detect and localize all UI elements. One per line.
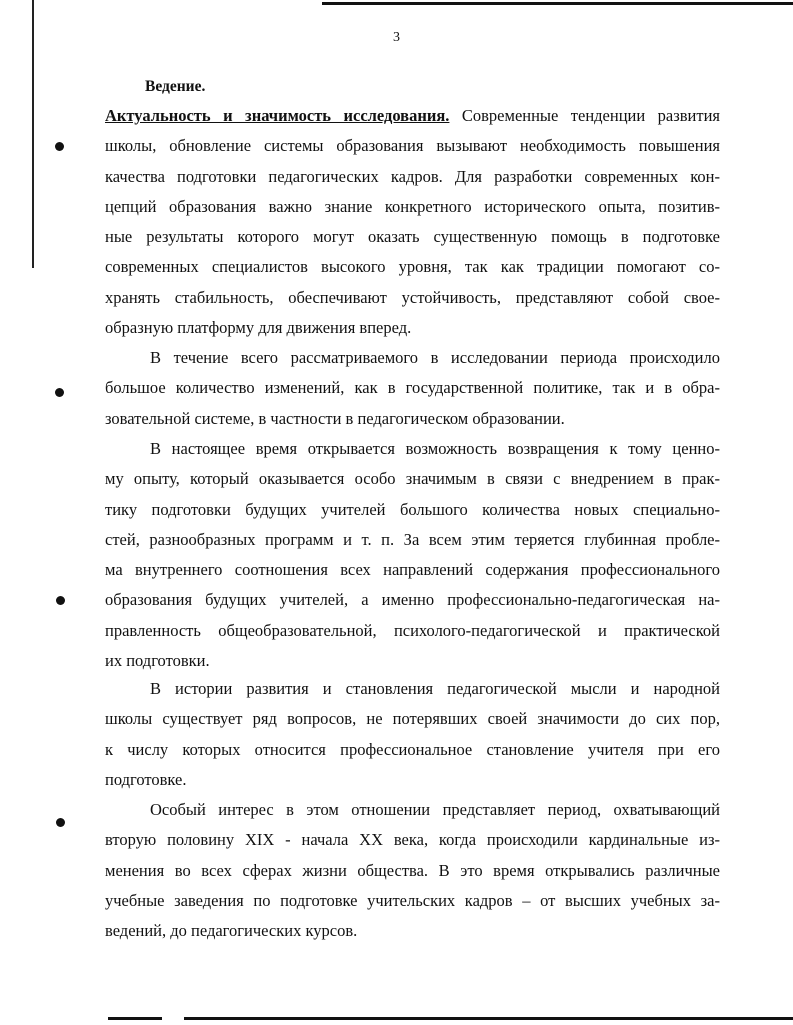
text-line: В истории развития и становления педагогической мысли и народной — [150, 679, 720, 698]
paragraph-current-time — [105, 434, 720, 676]
text-line: учебные заведения по подготовке учительских кадров – от высших учебных за- — [105, 890, 720, 910]
text-line: школы, обновление системы образования вызывают необходимость повышения — [105, 136, 720, 156]
binding-hole-mark — [55, 142, 64, 151]
paragraph-relevance — [105, 101, 720, 343]
scan-border-bottom — [108, 1017, 793, 1020]
text-line: ма внутреннего соотношения всех направлений содержания профессионального — [105, 560, 720, 580]
binding-hole-mark — [56, 818, 65, 827]
text-line: к числу которых относится профессиональное становление учителя при его — [105, 739, 720, 759]
scan-border-bottom-gap — [162, 1017, 184, 1020]
text-line: вторую половину XIX - начала XX века, когда происходили кардинальные из- — [105, 830, 720, 850]
text-line: В течение всего рассматриваемого в исследовании периода происходило — [150, 348, 720, 367]
text-line: образования будущих учителей, а именно профессионально-педагогическая на- — [105, 590, 720, 610]
paragraph-history — [105, 674, 720, 795]
binding-hole-mark — [55, 388, 64, 397]
text-line: тику подготовки будущих учителей большого количества новых специально- — [105, 499, 720, 519]
text-line: подготовке. — [105, 769, 187, 789]
text-line: школы существует ряд вопросов, не потерявших своей значимости до сих пор, — [105, 709, 720, 729]
text-line: стей, разнообразных программ и т. п. За всем этим теряется глубинная пробле- — [105, 529, 720, 549]
text-line: Актуальность и значимость исследования. Современные тенденции развития — [105, 106, 721, 125]
binding-hole-mark — [56, 596, 65, 605]
scan-border-top — [282, 2, 793, 5]
lead-term: Актуальность и значимость исследования. — [105, 106, 450, 125]
text-line: цепций образования важно знание конкретного исторического опыта, позитив- — [105, 196, 720, 216]
text-line: зовательной системе, в частности в педагогическом образовании. — [105, 408, 565, 428]
text-line: современных специалистов высокого уровня, так как традиции помогают со- — [105, 257, 720, 277]
text-line: правленность общеобразовательной, психолого-педагогической и практической — [105, 620, 720, 640]
text-line: му опыту, который оказывается особо значимым в связи с внедрением в прак- — [105, 469, 720, 489]
text-line: образную платформу для движения вперед. — [105, 318, 412, 338]
text-line: большое количество изменений, как в государственной политике, так и в обра- — [105, 378, 720, 398]
section-heading: Ведение. — [145, 78, 206, 95]
text-line: В настоящее время открывается возможность возвращения к тому ценно- — [150, 439, 720, 458]
text-line: их подготовки. — [105, 651, 210, 671]
text-line: хранять стабильность, обеспечивают устойчивость, представляют собой свое- — [105, 287, 720, 307]
text-line: ные результаты которого могут оказать существенную помощь в подготовке — [105, 227, 720, 247]
text-line: Особый интерес в этом отношении представляет период, охватывающий — [150, 800, 720, 819]
text-line: ведений, до педагогических курсов. — [105, 921, 358, 941]
paragraph-special-interest — [105, 795, 720, 946]
text-line: качества подготовки педагогических кадров. Для разработки современных кон- — [105, 166, 720, 186]
text-line: менения во всех сферах жизни общества. В это время открывались различные — [105, 860, 720, 880]
scan-border-top-gap — [282, 2, 322, 5]
page-number: 3 — [393, 30, 400, 45]
paragraph-period-changes — [105, 343, 720, 434]
